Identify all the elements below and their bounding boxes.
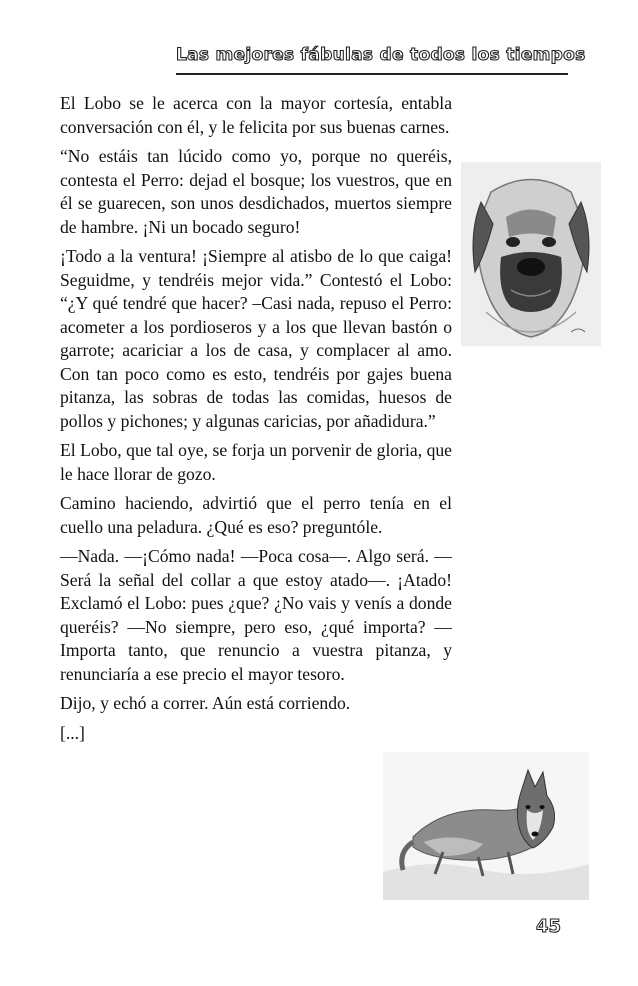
paragraph-7: Dijo, y echó a correr. Aún está corriendo. <box>60 693 351 713</box>
mastiff-dog-illustration <box>461 162 601 346</box>
mastiff-dog-icon <box>461 162 601 346</box>
fable-body <box>60 92 452 751</box>
paragraph-6: —Nada. —¡Cómo nada! —Poca cosa—. Algo será. —Será la señal del collar a que estoy atado—. ¡Atado! Exclamó el Lobo: pues ¿que? ¿No vais y venís a donde queréis? —No siempre, pero eso, ¿qué importa? —Importa tanto, que renuncio a vuestra pitanza, y renunciaría a ese precio el mayor tesoro. <box>60 546 452 684</box>
wolf-icon <box>383 752 589 900</box>
header-divider <box>176 73 568 75</box>
paragraph-8: [...] <box>60 722 85 743</box>
paragraph-3: ¡Todo a la ventura! ¡Siempre al atisbo de lo que caiga! Seguidme, y tendréis mejor vida.” Contestó el Lobo: “¿Y qué tendré que hacer? –Casi nada, repuso el Perro: acometer a los pordioseros y a los que llevan bastón o garrote; acariciar a los de casa, y complacer al amo. Con tan poco como es esto, tendréis por gajes buena pitanza, las sobras de todas las comidas, huesos de pollos y pichones; y algunas caricias, por añadidura.” <box>60 246 452 431</box>
paragraph-4: El Lobo, que tal oye, se forja un porvenir de gloria, que le hace llorar de gozo. <box>60 440 452 484</box>
paragraph-1: El Lobo se le acerca con la mayor cortesía, entabla conversación con él, y le felicita por sus buenas carnes. <box>60 93 452 137</box>
running-header-title: Las mejores fábulas de todos los tiempos <box>176 45 586 65</box>
wolf-illustration <box>383 752 589 900</box>
paragraph-5: Camino haciendo, advirtió que el perro tenía en el cuello una peladura. ¿Qué es eso? preguntóle. <box>60 493 452 537</box>
paragraph-2: “No estáis tan lúcido como yo, porque no queréis, contesta el Perro: dejad el bosque; los vuestros, que en él se guarecen, son unos desdichados, muertos siempre de hambre. ¡Ni un bocado seguro! <box>60 146 452 237</box>
page-number: 45 <box>536 916 562 937</box>
